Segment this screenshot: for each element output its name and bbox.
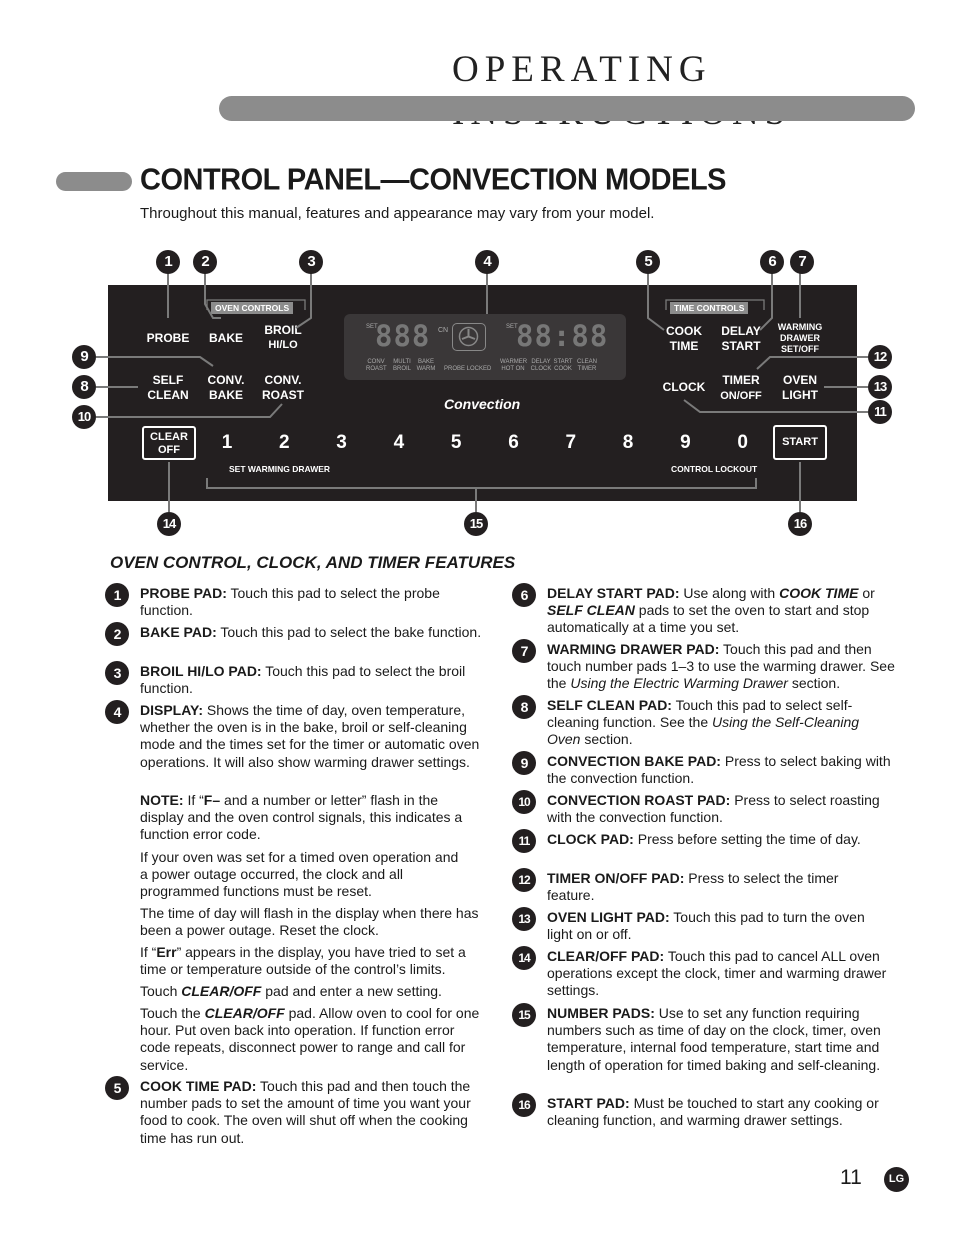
delay-start-label-2: START — [721, 339, 761, 353]
section-title: CONTROL PANEL—CONVECTION MODELS — [140, 163, 726, 197]
display-label-warmer-hot-on: WARMER HOT ON — [500, 359, 528, 372]
feature-num-14: 14 — [512, 946, 536, 970]
feature-item-7 — [520, 641, 907, 693]
callout-6: 6 — [760, 250, 784, 274]
delay-start-label-1: DELAY — [721, 324, 761, 338]
number-pad-1[interactable]: 1 — [221, 432, 233, 453]
number-pad-6[interactable]: 6 — [508, 432, 519, 453]
timer-label-2: ON/OFF — [720, 390, 762, 402]
feature-text-6a: Use along with — [679, 585, 780, 601]
clear-off-note — [140, 983, 485, 1000]
number-pad-4[interactable]: 4 — [393, 432, 405, 453]
callout-3: 3 — [299, 250, 323, 274]
feature-text-8b: section. — [580, 731, 633, 748]
feature-num-6: 6 — [512, 583, 536, 607]
feature-num-5: 5 — [105, 1076, 129, 1100]
cook-time-label-2: TIME — [669, 339, 699, 353]
feature-item-3 — [113, 663, 490, 697]
feature-text-7a: Touch this pad and then touch number pads 1–3 to use the warming drawer. See the — [547, 641, 895, 692]
err-code: Err — [156, 944, 177, 960]
time-flash-note: The time of day will flash in the display when there has been a power outage. Reset the clock. — [140, 905, 479, 939]
conv-bake-label-2: BAKE — [208, 388, 243, 402]
display-note — [140, 792, 480, 844]
set-warming-drawer-label: SET WARMING DRAWER — [229, 464, 331, 474]
feature-text-13: Touch this pad to turn the oven light on or off. — [547, 909, 865, 943]
display-label-start-cook: START COOK — [553, 359, 573, 372]
number-pad-9[interactable]: 9 — [680, 432, 691, 453]
feature-label-10: CONVECTION ROAST PAD: — [547, 792, 731, 808]
feature-item-14 — [518, 948, 907, 1000]
feature-num-16: 16 — [512, 1093, 536, 1117]
feature-label-14: CLEAR/OFF PAD: — [547, 948, 665, 964]
feature-text-8a: Touch this pad to select self-cleaning function. See the — [547, 697, 853, 731]
feature-num-12: 12 — [512, 868, 536, 892]
cook-time-label-1: COOK — [666, 324, 702, 338]
display-label-multi-broil: MULTI BROIL — [392, 359, 411, 372]
err-note — [140, 944, 490, 978]
feature-item-11 — [518, 831, 907, 848]
feature-label-4: DISPLAY: — [140, 702, 204, 718]
callout-12: 12 — [868, 345, 892, 369]
self-clean-label-2: CLEAN — [147, 388, 189, 402]
feature-text-7b: section. — [787, 675, 841, 692]
callout-7: 7 — [790, 250, 814, 274]
clear-label: CLEAR — [150, 431, 188, 443]
feature-label-12: TIMER ON/OFF PAD: — [547, 870, 685, 886]
feature-text-6c: pads to set the oven to start and stop automatically at a time you set. — [547, 602, 870, 636]
feature-text-12: Press to select the timer feature. — [547, 870, 839, 904]
display-set-left: SET — [366, 324, 378, 330]
timer-label-1: TIMER — [722, 373, 760, 387]
callout-16: 16 — [788, 512, 812, 536]
callout-2: 2 — [193, 250, 217, 274]
feature-item-6 — [520, 585, 907, 637]
conv-roast-label-1: CONV. — [264, 373, 302, 387]
feature-label-13: OVEN LIGHT PAD: — [547, 909, 670, 925]
feature-num-7: 7 — [512, 639, 536, 663]
number-pad-8[interactable]: 8 — [622, 432, 634, 453]
feature-label-5: COOK TIME PAD: — [140, 1078, 257, 1094]
feature-em-6b: SELF CLEAN — [547, 602, 635, 619]
callout-14: 14 — [157, 512, 181, 536]
feature-text-15: Use to set any function requiring numbers such as time of day on the clock, timer, oven temperature, internal food temperature, start time and length of operation for timed baking and self-cleaning. — [547, 1005, 881, 1073]
feature-item-5 — [113, 1078, 490, 1147]
display-right-digits: 88:88 — [516, 319, 609, 353]
feature-num-10: 10 — [512, 790, 536, 814]
display-left-digits: 888 — [375, 319, 431, 353]
feature-num-11: 11 — [512, 829, 536, 853]
number-pad-3[interactable]: 3 — [336, 432, 347, 453]
feature-text-3: Touch this pad to select the broil function. — [140, 663, 466, 697]
features-title: OVEN CONTROL, CLOCK, AND TIMER FEATURES — [110, 553, 516, 572]
feature-label-6: DELAY START PAD: — [547, 585, 680, 601]
broil-sub-label: HI/LO — [268, 339, 298, 351]
feature-label-11: CLOCK PAD: — [547, 831, 634, 847]
clear-note-b: pad and enter a new setting. — [261, 983, 442, 999]
start-label: START — [782, 436, 818, 448]
feature-label-9: CONVECTION BAKE PAD: — [547, 753, 721, 769]
feature-item-4 — [113, 702, 490, 771]
warming-label-2: DRAWER — [780, 333, 820, 343]
feature-em-7a: Using the Electric Warming Drawer — [570, 675, 788, 692]
feature-em-6a: COOK TIME — [779, 585, 859, 601]
display-set-right: SET — [506, 324, 518, 330]
oven-light-label-1: OVEN — [782, 373, 817, 387]
header-title: OPERATING — [452, 49, 712, 90]
feature-item-15 — [518, 1005, 892, 1074]
conv-roast-label-2: ROAST — [262, 388, 304, 402]
warming-label-1: WARMING — [777, 322, 823, 332]
callout-11: 11 — [868, 400, 892, 424]
err-text-b: ” appears in the display, you have tried to set a time or temperature outside of the control’s limits. — [140, 944, 466, 978]
feature-item-13 — [518, 909, 892, 943]
feature-num-15: 15 — [512, 1003, 536, 1027]
callout-9: 9 — [72, 345, 96, 369]
callout-1: 1 — [156, 250, 180, 274]
feature-text-14: Touch this pad to cancel ALL oven operations except the clock, timer and warming drawer settings. — [547, 948, 887, 999]
warming-label-3: SET/OFF — [781, 344, 819, 354]
feature-num-13: 13 — [512, 907, 536, 931]
callout-4: 4 — [475, 250, 499, 274]
page-number: 11 — [840, 1166, 862, 1189]
feature-item-12 — [518, 870, 877, 904]
feature-num-3: 3 — [105, 661, 129, 685]
feature-label-15: NUMBER PADS: — [547, 1005, 655, 1021]
number-pad-2[interactable]: 2 — [279, 432, 290, 453]
cool-note-b: pad. Allow oven to cool for one hour. Put oven back into operation. If function error code repeats, disconnect power to range and call for service. — [140, 1005, 480, 1073]
feature-text-9: Press to select baking with the convection function. — [547, 753, 891, 787]
feature-label-16: START PAD: — [547, 1095, 630, 1111]
feature-label-1: PROBE PAD: — [140, 585, 227, 601]
err-text-a: If “ — [140, 944, 157, 960]
feature-item-8 — [520, 697, 877, 749]
feature-text-16: Must be touched to start any cooking or cleaning function, and warming drawer settings. — [547, 1095, 879, 1129]
feature-item-10 — [518, 792, 907, 826]
bake-label: BAKE — [208, 331, 244, 345]
number-pad-5[interactable]: 5 — [450, 432, 462, 453]
power-outage-note: If your oven was set for a timed oven operation and a power outage occurred, the clock and all programmed functions must be reset. — [140, 849, 459, 900]
clear-note-em: CLEAR/OFF — [181, 983, 262, 999]
conv-bake-label-1: CONV. — [207, 373, 245, 387]
feature-text-4: Shows the time of day, oven temperature, whether the oven is in the bake, broil or self-cleaning mode and the times set for the timer or automatic oven operations. It will also show warming drawer settings. — [140, 702, 480, 770]
feature-text-10: Press to select roasting with the convection function. — [547, 792, 880, 826]
feature-num-8: 8 — [512, 695, 536, 719]
note-f-code: F– — [203, 792, 221, 808]
clear-note-a: Touch — [140, 983, 182, 999]
feature-num-2: 2 — [105, 622, 129, 646]
cooling-note — [140, 1005, 480, 1074]
display-label-delay-clock: DELAY CLOCK — [530, 359, 552, 372]
feature-num-4: 4 — [105, 700, 129, 724]
feature-em-8a: Using the Self-Cleaning Oven — [547, 714, 860, 748]
display-label-conv-roast: CONV ROAST — [366, 359, 387, 372]
feature-item-1 — [113, 585, 485, 619]
feature-label-7: WARMING DRAWER PAD: — [547, 641, 720, 657]
display-label-bake-warm: BAKE WARM — [416, 359, 436, 372]
intro-text: Throughout this manual, features and appearance may vary from your model. — [140, 205, 655, 222]
feature-text-11: Press before setting the time of day. — [633, 831, 861, 847]
note-text-b: and a number or letter” flash in the display and the oven control signals, this indicates a function error code. — [140, 792, 463, 843]
convection-label: Convection — [444, 396, 521, 412]
callout-5: 5 — [636, 250, 660, 274]
callout-10: 10 — [72, 405, 96, 429]
feature-num-9: 9 — [512, 751, 536, 775]
callout-15: 15 — [464, 512, 488, 536]
clock-label: CLOCK — [662, 380, 706, 394]
feature-item-16 — [518, 1095, 907, 1129]
feature-num-1: 1 — [105, 583, 129, 607]
feature-text-1: Touch this pad to select the probe function. — [140, 585, 440, 619]
callout-8: 8 — [72, 375, 96, 399]
off-label: OFF — [158, 444, 180, 456]
callout-13: 13 — [868, 375, 892, 399]
note-label: NOTE: — [140, 792, 184, 808]
feature-item-9 — [520, 753, 902, 787]
callout-leaders — [0, 0, 954, 560]
note-text-a: If “ — [183, 792, 204, 808]
self-clean-label-1: SELF — [152, 373, 184, 387]
cool-note-em: CLEAR/OFF — [204, 1005, 285, 1021]
feature-label-8: SELF CLEAN PAD: — [547, 697, 672, 713]
feature-label-3: BROIL HI/LO PAD: — [140, 663, 262, 679]
cool-note-a: Touch the — [140, 1005, 205, 1021]
control-lockout-label: CONTROL LOCKOUT — [671, 464, 758, 474]
number-pad-7[interactable]: 7 — [565, 432, 577, 453]
number-pad-0[interactable]: 0 — [737, 432, 748, 453]
time-controls-tag: TIME CONTROLS — [670, 302, 748, 314]
display-label-clean-timer: CLEAN TIMER — [576, 359, 597, 372]
feature-text-6b: or — [858, 585, 875, 601]
feature-text-2: Touch this pad to select the bake function. — [216, 624, 482, 640]
feature-text-5: Touch this pad and then touch the number pads to set the amount of time you want your food to cook. The oven will shut off when the cooking time has run out. — [140, 1078, 471, 1146]
probe-label: PROBE — [146, 331, 190, 345]
lg-logo-icon: LG — [884, 1167, 909, 1192]
oven-controls-tag: OVEN CONTROLS — [211, 302, 293, 314]
display-label-probe-locked: PROBE LOCKED — [444, 366, 492, 372]
oven-light-label-2: LIGHT — [782, 388, 818, 402]
display-cn: CN — [438, 327, 449, 334]
broil-label: BROIL — [264, 323, 302, 337]
feature-label-2: BAKE PAD: — [140, 624, 217, 640]
feature-item-2 — [113, 624, 485, 642]
